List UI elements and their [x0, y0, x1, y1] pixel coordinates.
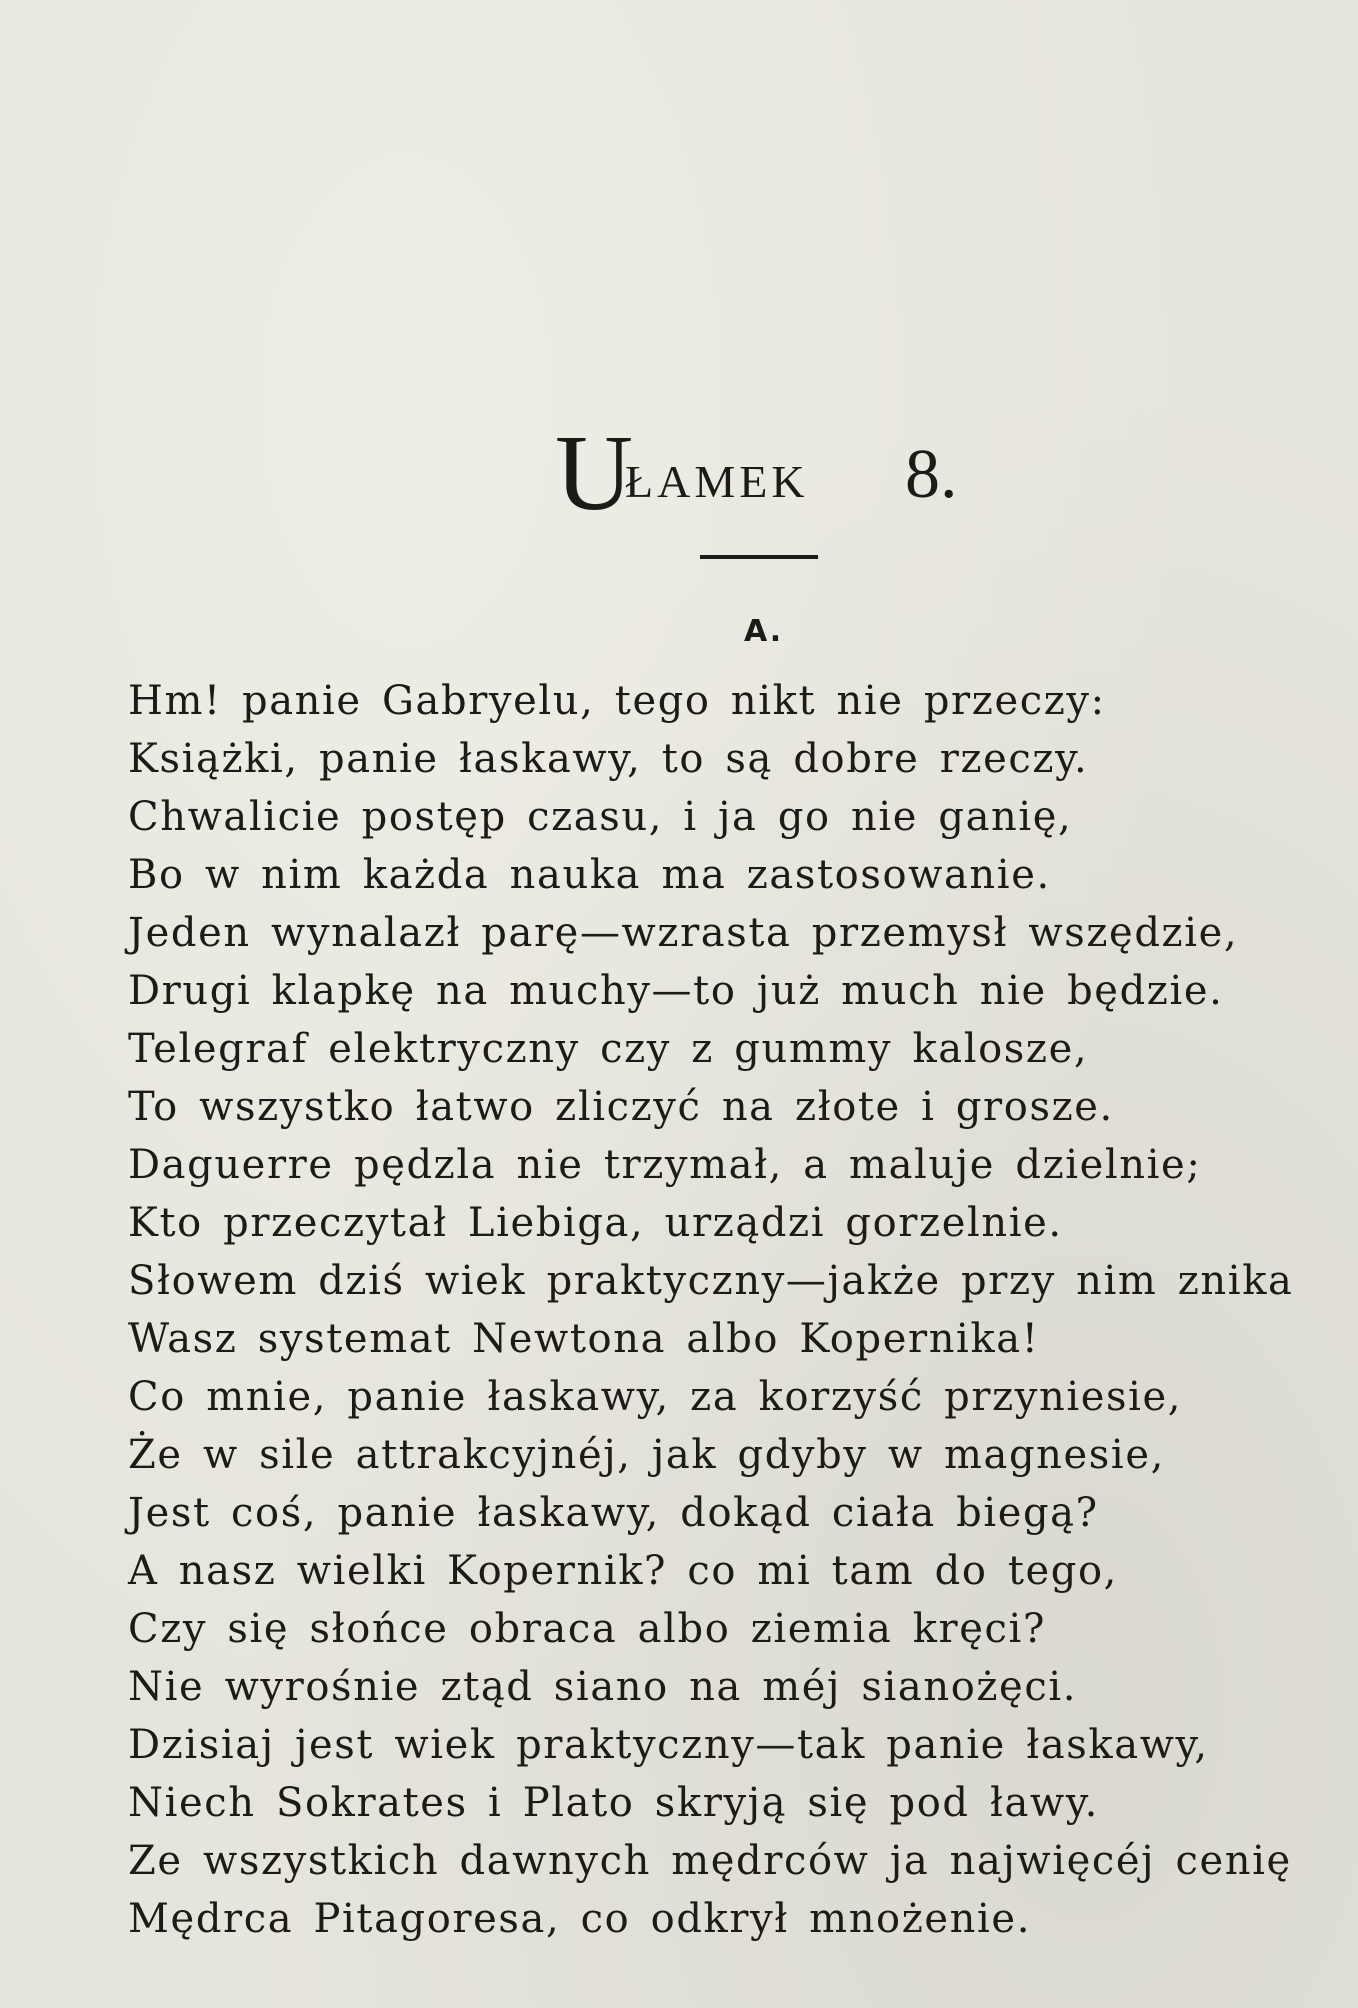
- poem-line: Jest coś, panie łaskawy, dokąd ciała biegą?: [128, 1490, 1099, 1536]
- chapter-title: [555, 414, 1015, 540]
- poem-line: Telegraf elektryczny czy z gummy kalosze,: [128, 1026, 1089, 1072]
- poem-line: Ze wszystkich dawnych mędrców ja najwięcéj cenię: [128, 1838, 1292, 1884]
- poem-line: Kto przeczytał Liebiga, urządzi gorzelnie.: [128, 1200, 1063, 1246]
- chapter-title-number: 8.: [905, 436, 958, 513]
- poem-line: Książki, panie łaskawy, to są dobre rzeczy.: [128, 736, 1089, 782]
- section-label: A.: [744, 614, 784, 649]
- poem-line: Nie wyrośnie ztąd siano na méj sianożęci.: [128, 1664, 1078, 1710]
- poem-line: Drugi klapkę na muchy—to już much nie będzie.: [128, 968, 1224, 1014]
- chapter-title-word: ŁAMEK: [625, 456, 809, 507]
- poem-line: Chwalicie postęp czasu, i ja go nie ganię,: [128, 794, 1073, 840]
- poem-text: [128, 672, 1358, 1948]
- poem-line: Czy się słońce obraca albo ziemia kręci?: [128, 1606, 1046, 1652]
- title-divider: [700, 555, 818, 559]
- chapter-title-initial: U: [555, 414, 631, 533]
- poem-line: Daguerre pędzla nie trzymał, a maluje dzielnie;: [128, 1142, 1202, 1188]
- poem-line: To wszystko łatwo zliczyć na złote i grosze.: [128, 1084, 1114, 1130]
- poem-line: Bo w nim każda nauka ma zastosowanie.: [128, 852, 1051, 898]
- poem-line: Wasz systemat Newtona albo Kopernika!: [128, 1316, 1040, 1362]
- poem-line: A nasz wielki Kopernik? co mi tam do tego,: [128, 1548, 1118, 1594]
- poem-line: Mędrca Pitagoresa, co odkrył mnożenie.: [128, 1896, 1032, 1942]
- poem-line: Hm! panie Gabryelu, tego nikt nie przeczy:: [128, 678, 1106, 724]
- poem-line: Dzisiaj jest wiek praktyczny—tak panie łaskawy,: [128, 1722, 1209, 1768]
- poem-line: Słowem dziś wiek praktyczny—jakże przy nim znika: [128, 1258, 1294, 1304]
- poem-line: Że w sile attrakcyjnéj, jak gdyby w magnesie,: [128, 1432, 1165, 1478]
- poem-line: Niech Sokrates i Plato skryją się pod ławy.: [128, 1780, 1099, 1826]
- poem-line: Jeden wynalazł parę—wzrasta przemysł wszędzie,: [128, 910, 1239, 956]
- poem-line: Co mnie, panie łaskawy, za korzyść przyniesie,: [128, 1374, 1183, 1420]
